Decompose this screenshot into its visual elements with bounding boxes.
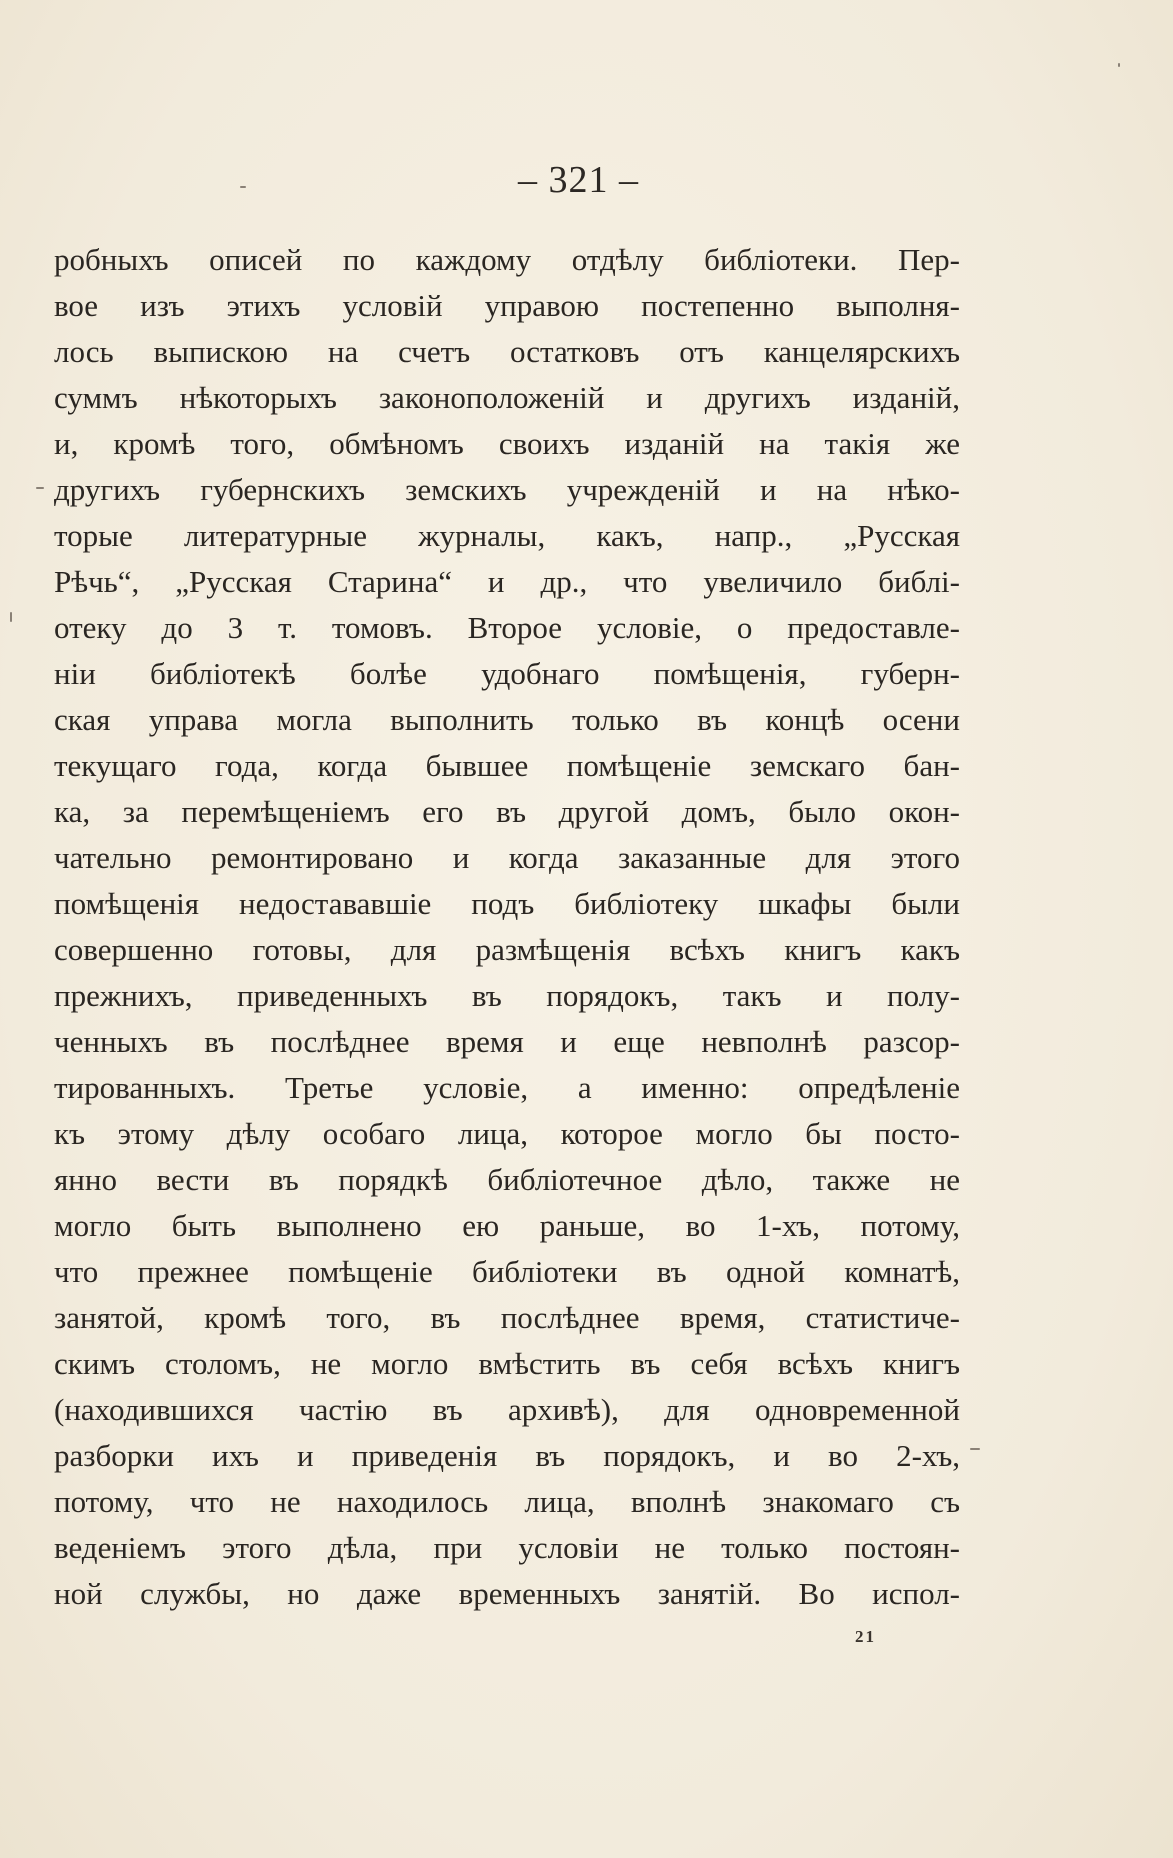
text-line: тированныхъ. Третье условіе, а именно: опредѣленіе: [54, 1070, 960, 1105]
text-line: прежнихъ, приведенныхъ въ порядокъ, такъ и полу-: [54, 978, 960, 1013]
text-line: ка, за перемѣщеніемъ его въ другой домъ, было окон-: [54, 794, 960, 829]
text-line: Рѣчь“, „Русская Старина“ и др., что увеличило библі-: [54, 564, 960, 599]
text-line: робныхъ описей по каждому отдѣлу библіотеки. Пер-: [54, 242, 960, 277]
text-line: ченныхъ въ послѣднее время и еще невполнѣ разсор-: [54, 1024, 960, 1059]
text-line: чательно ремонтировано и когда заказанные для этого: [54, 840, 960, 875]
text-line: занятой, кромѣ того, въ послѣднее время, статистиче-: [54, 1300, 960, 1335]
text-line: къ этому дѣлу особаго лица, которое могло бы посто-: [54, 1116, 960, 1151]
text-line: суммъ нѣкоторыхъ законоположеній и другихъ изданій,: [54, 380, 960, 415]
text-line: ская управа могла выполнить только въ концѣ осени: [54, 702, 960, 737]
text-line: что прежнее помѣщеніе библіотеки въ одной комнатѣ,: [54, 1254, 960, 1289]
text-line: потому, что не находилось лица, вполнѣ знакомаго съ: [54, 1484, 960, 1519]
text-line: другихъ губернскихъ земскихъ учрежденій и на нѣко-: [54, 472, 960, 507]
text-line: могло быть выполнено ею раньше, во 1-хъ, потому,: [54, 1208, 960, 1243]
text-line: текущаго года, когда бывшее помѣщеніе земскаго бан-: [54, 748, 960, 783]
print-speck: [10, 612, 12, 622]
text-line: скимъ столомъ, не могло вмѣстить въ себя всѣхъ книгъ: [54, 1346, 960, 1381]
page-number: – 321 –: [518, 159, 639, 201]
text-line: разборки ихъ и приведенія въ порядокъ, и во 2-хъ,: [54, 1438, 960, 1473]
body-text: [54, 237, 960, 1617]
text-line: ніи библіотекѣ болѣе удобнаго помѣщенія, губерн-: [54, 656, 960, 691]
print-speck: [1118, 63, 1120, 67]
text-line: ной службы, но даже временныхъ занятій. Во испол-: [54, 1576, 960, 1611]
text-line: и, кромѣ того, обмѣномъ своихъ изданій на такія же: [54, 426, 960, 461]
text-line: (находившихся частію въ архивѣ), для одновременной: [54, 1392, 960, 1427]
text-line: отеку до 3 т. томовъ. Второе условіе, о предоставле-: [54, 610, 960, 645]
text-line: лось выпискою на счетъ остатковъ отъ канцелярскихъ: [54, 334, 960, 369]
signature-mark: 21: [855, 1627, 876, 1646]
print-speck: [36, 487, 44, 489]
text-line: янно вести въ порядкѣ библіотечное дѣло, также не: [54, 1162, 960, 1197]
print-speck: [240, 186, 246, 188]
text-line: совершенно готовы, для размѣщенія всѣхъ книгъ какъ: [54, 932, 960, 967]
print-speck: [970, 1448, 980, 1450]
text-line: веденіемъ этого дѣла, при условіи не только постоян-: [54, 1530, 960, 1565]
text-line: вое изъ этихъ условій управою постепенно выполня-: [54, 288, 960, 323]
text-line: торые литературные журналы, какъ, напр., „Русская: [54, 518, 960, 553]
text-line: помѣщенія недостававшіе подъ библіотеку шкафы были: [54, 886, 960, 921]
